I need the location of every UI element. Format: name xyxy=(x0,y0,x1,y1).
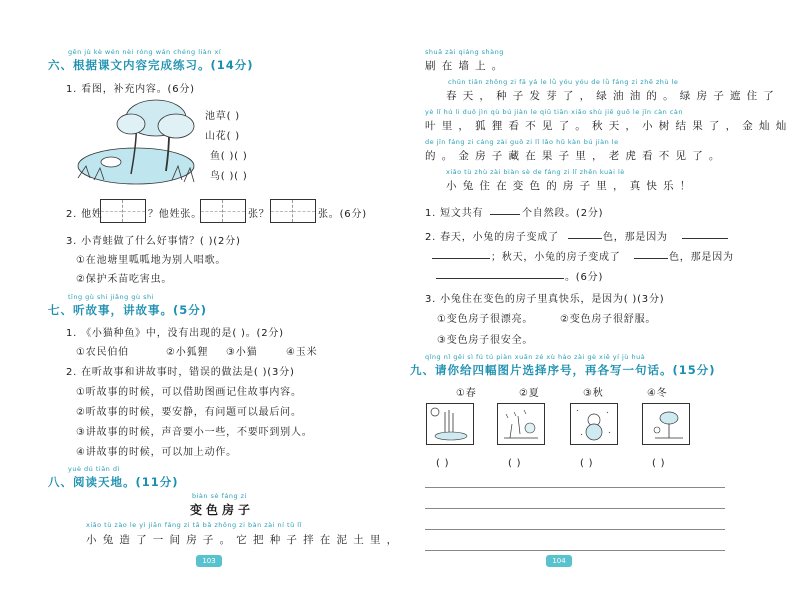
picture-2 xyxy=(497,403,545,445)
paren-3[interactable]: ( ) xyxy=(580,458,594,469)
r-q3-opt3: ③变色房子很安全。 xyxy=(437,335,534,346)
s7-q1: 1. 《小猫种鱼》中，没有出现的是( )。(2分) xyxy=(66,328,284,339)
story-title: 变色房子 xyxy=(190,503,255,517)
r-q2-c: ；秋天，小兔的房子变成了 xyxy=(491,252,621,263)
season-spring: ①春 xyxy=(456,388,477,399)
s7-q1-opt3: ③小猫 xyxy=(226,347,258,358)
story-r-l2-pinyin: chūn tiān zhǒng zi fā yá le lǜ yóu yóu de lǜ fáng zi zhē zhù le xyxy=(448,78,679,86)
s7-q1-opt4: ④玉米 xyxy=(286,347,318,358)
s7-q1-opt1: ①农民伯伯 xyxy=(76,347,129,358)
r-q3: 3. 小兔住在变色的房子里真快乐，是因为( )(3分) xyxy=(425,294,665,305)
s7-q2-opt3: ③讲故事的时候，声音要小一些，不要吓到别人。 xyxy=(76,427,313,438)
page-number-left: 103 xyxy=(196,555,222,567)
paren-1[interactable]: ( ) xyxy=(436,458,450,469)
story-r-l2: 春天，种子发芽了，绿油油的。绿房子遮住了 xyxy=(446,90,780,102)
season-autumn: ③秋 xyxy=(583,388,604,399)
s7-q2-opt4: ④讲故事的时候，可以加上动作。 xyxy=(76,447,237,458)
r-q2-blank5[interactable] xyxy=(436,268,564,279)
pond-illustration xyxy=(76,96,196,188)
r-q2-e: 。(6分) xyxy=(565,272,604,283)
fill-1: 池草( ) xyxy=(205,111,240,122)
r-q2-blank1[interactable] xyxy=(568,228,602,239)
s6-q2-end: 张。(6分) xyxy=(318,209,367,220)
s6-q1: 1. 看图，补充内容。(6分) xyxy=(66,84,195,95)
r-q1: 1. 短文共有 xyxy=(425,208,484,219)
r-q2-blank2[interactable] xyxy=(682,228,728,239)
writing-line-3[interactable] xyxy=(425,529,725,530)
writing-grid-2[interactable] xyxy=(200,199,246,223)
paren-4[interactable]: ( ) xyxy=(652,458,666,469)
story-r-l1: 刷在墙上。 xyxy=(425,60,509,72)
s6-q3-opt2: ②保护禾苗吃害虫。 xyxy=(76,274,173,285)
r-q1-end: 个自然段。(2分) xyxy=(522,208,604,219)
section-8-title: 八、阅读天地。(11分) xyxy=(48,475,179,489)
writing-line-2[interactable] xyxy=(425,508,725,509)
writing-line-4[interactable] xyxy=(425,550,725,551)
story-r-l3-pinyin: yè lǐ hú li duǒ jìn qù bú jiàn le qiū tiān xiǎo shù jiē guǒ le jīn càn càn xyxy=(425,108,683,116)
s7-q2-opt2: ②听故事的时候，要安静，有问题可以最后问。 xyxy=(76,407,302,418)
r-q2-a: 2. 春天，小兔的房子变成了 xyxy=(425,232,559,243)
writing-grid-1[interactable] xyxy=(100,199,146,223)
r-q2-blank4[interactable] xyxy=(634,248,668,259)
writing-grid-3[interactable] xyxy=(270,199,316,223)
s7-pinyin: tīng gù shi jiǎng gù shi xyxy=(68,293,154,301)
story-title-pinyin: biàn sè fáng zi xyxy=(192,492,247,500)
story-r-l4-pinyin: de jīn fáng zi cáng zài guǒ zi lǐ lǎo hǔ kàn bú jiàn le xyxy=(425,138,619,146)
fill-4: 鸟( )( ) xyxy=(210,171,248,182)
r-q3-opt2: ②变色房子很舒服。 xyxy=(560,314,657,325)
section-6-title: 六、根据课文内容完成练习。(14分) xyxy=(48,58,254,72)
season-summer: ②夏 xyxy=(519,388,540,399)
s6-pinyin: gēn jù kè wén nèi róng wán chéng liàn xí xyxy=(68,48,222,56)
story-r-l5-pinyin: xiǎo tù zhù zài biàn sè de fáng zi lǐ zhēn kuài lè xyxy=(446,168,625,176)
s8-pinyin: yuè dú tiān dì xyxy=(68,465,120,473)
fill-3: 鱼( )( ) xyxy=(210,151,248,162)
s6-q2-start: 2. 他姓 xyxy=(66,209,103,220)
s6-q3: 3. 小青蛙做了什么好事情？( )(2分) xyxy=(66,236,241,247)
s6-q3-opt1: ①在池塘里呱呱地为别人唱歌。 xyxy=(76,255,227,266)
r-q2-b: 色，那是因为 xyxy=(603,232,668,243)
s6-q2-mid2: 张？ xyxy=(248,209,270,220)
section-7-title: 七、听故事，讲故事。(5分) xyxy=(48,303,208,317)
picture-1 xyxy=(426,403,474,445)
s7-q2-opt1: ①听故事的时候，可以借助图画记住故事内容。 xyxy=(76,387,302,398)
s7-q2: 2. 在听故事和讲故事时，错误的做法是( )(3分) xyxy=(66,367,295,378)
picture-4 xyxy=(642,403,690,445)
s9-pinyin: qǐng nǐ gěi sì fú tú piàn xuǎn zé xù hào zài gè xiě yí jù huà xyxy=(425,353,646,361)
r-q2-d: 色，那是因为 xyxy=(669,252,734,263)
paren-2[interactable]: ( ) xyxy=(508,458,522,469)
story-r-l5: 小兔住在变色的房子里，真快乐！ xyxy=(446,180,697,192)
r-q1-blank[interactable] xyxy=(490,204,520,215)
writing-line-1[interactable] xyxy=(425,487,725,488)
story-line1: 小兔造了一间房子。它把种子拌在泥土里， xyxy=(86,534,404,546)
story-line1-pinyin: xiǎo tù zào le yì jiān fáng zi tā bǎ zhǒng zi bàn zài ní tǔ lǐ xyxy=(86,521,302,529)
section-9-title: 九、请你给四幅图片选择序号，再各写一句话。(15分) xyxy=(410,363,716,377)
s6-q2-mid: ？他姓张。 xyxy=(148,209,202,220)
season-winter: ④冬 xyxy=(647,388,668,399)
r-q2-blank3[interactable] xyxy=(432,248,490,259)
s7-q1-opt2: ②小狐狸 xyxy=(166,347,209,358)
r-q3-opt1: ①变色房子很漂亮。 xyxy=(437,314,534,325)
page-number-right: 104 xyxy=(546,555,572,567)
story-r-l1-pinyin: shuā zài qiáng shàng xyxy=(425,48,504,56)
story-r-l4: 的。金房子藏在果子里，老虎看不见了。 xyxy=(425,150,726,162)
picture-3 xyxy=(570,403,618,445)
story-r-l3: 叶里，狐狸看不见了。秋天，小树结果了，金灿灿 xyxy=(425,120,793,132)
fill-2: 山花( ) xyxy=(205,131,240,142)
